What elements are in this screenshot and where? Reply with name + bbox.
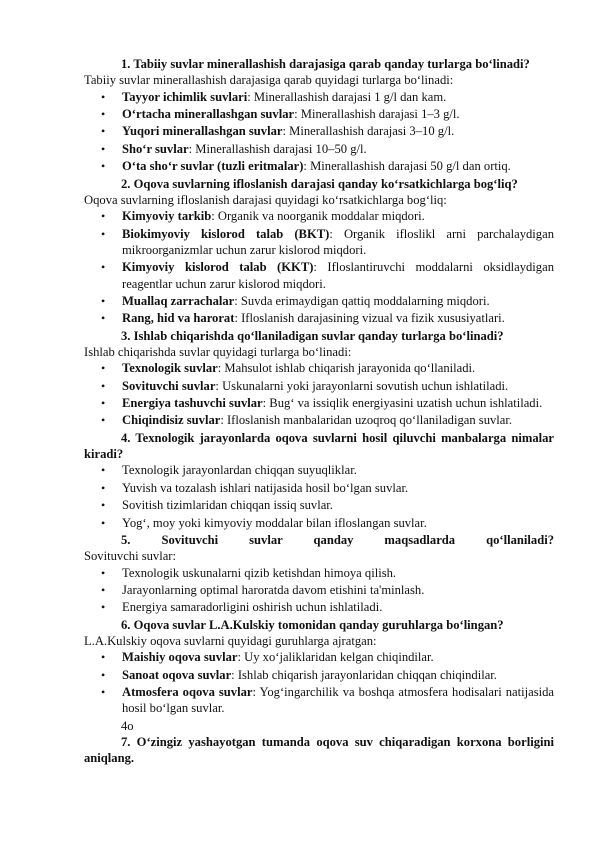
answer-list-3: [84, 360, 554, 428]
list-item: • Yuvish va tozalash ishlari natijasida hosil bo‘lgan suvlar.: [84, 480, 554, 496]
list-item: • Sovitish tizimlaridan chiqqan issiq suvlar.: [84, 497, 554, 513]
list-item: • Kimyoviy tarkib: Organik va noorganik moddalar miqdori.: [84, 208, 554, 224]
list-item: • Energiya tashuvchi suvlar: Bug‘ va issiqlik energiyasini uzatish uchun ishlatiladi.: [84, 395, 554, 411]
list-item: • Jarayonlarning optimal haroratda davom etishini ta'minlash.: [84, 582, 554, 598]
answer-intro-1: Tabiiy suvlar minerallashish darajasiga qarab quyidagi turlarga bo‘linadi:: [84, 73, 454, 88]
question-6: 6. Oqova suvlar L.A.Kulskiy tomonidan qanday guruhlarga bo‘lingan?: [121, 617, 504, 632]
answer-intro-5: Sovituvchi suvlar:: [84, 549, 176, 564]
answer-list-5: [84, 565, 554, 616]
question-4: 4. Texnologik jarayonlarda oqova suvlarni hosil qiluvchi manbalarga nimalar kiradi?: [84, 430, 554, 462]
question-5: 5. Sovituvchi suvlar qanday maqsadlarda qo‘llaniladi?: [121, 533, 554, 547]
list-item: • Kimyoviy kislorod talab (KKT): Ifloslantiruvchi moddalarni oksidlaydigan reagentlar uchun zarur kislorod miqdori.: [84, 259, 554, 292]
stray-text: 4o: [121, 718, 134, 733]
question-7: 7. O‘zingiz yashayotgan tumanda oqova suv chiqaradigan korxona borligini aniqlang.: [84, 735, 554, 766]
list-item: • Atmosfera oqova suvlar: Yog‘ingarchilik va boshqa atmosfera hodisalari natijasida hosil bo‘lgan suvlar.: [84, 684, 554, 717]
list-item: • Texnologik jarayonlardan chiqqan suyuqliklar.: [84, 462, 554, 478]
list-item: • Yuqori minerallashgan suvlar: Minerallashish darajasi 3–10 g/l.: [84, 123, 554, 139]
answer-intro-3: Ishlab chiqarishda suvlar quyidagi turlarga bo‘linadi:: [84, 344, 352, 359]
list-item: • Texnologik suvlar: Mahsulot ishlab chiqarish jarayonida qo‘llaniladi.: [84, 360, 554, 376]
list-item: • Biokimyoviy kislorod talab (BKT): Organik ifloslikl arni parchalaydigan mikroorganizmlar uchun zarur kislorod miqdori.: [84, 226, 554, 259]
list-item: • O‘ta sho‘r suvlar (tuzli eritmalar): Minerallashish darajasi 50 g/l dan ortiq.: [84, 158, 554, 174]
list-item: • Sanoat oqova suvlar: Ishlab chiqarish jarayonlaridan chiqqan chiqindilar.: [84, 667, 554, 683]
list-item: • O‘rtacha minerallashgan suvlar: Minerallashish darajasi 1–3 g/l.: [84, 106, 554, 122]
question-2: 2. Oqova suvlarning ifloslanish darajasi qanday ko‘rsatkichlarga bog‘liq?: [121, 176, 518, 191]
list-item: • Maishiy oqova suvlar: Uy xo‘jaliklaridan kelgan chiqindilar.: [84, 649, 554, 665]
list-item: • Chiqindisiz suvlar: Ifloslanish manbalaridan uzoqroq qo‘llaniladigan suvlar.: [84, 412, 554, 428]
answer-list-4: [84, 462, 554, 530]
list-item: • Energiya samaradorligini oshirish uchun ishlatiladi.: [84, 599, 554, 615]
question-1: 1. Tabiiy suvlar minerallashish darajasiga qarab qanday turlarga bo‘linadi?: [121, 57, 530, 71]
answer-list-2: [84, 208, 554, 326]
list-item: • Tayyor ichimlik suvlari: Minerallashish darajasi 1 g/l dan kam.: [84, 89, 554, 105]
answer-intro-2: Oqova suvlarning ifloslanish darajasi quyidagi ko‘rsatkichlarga bog‘liq:: [84, 192, 447, 207]
list-item: • Muallaq zarrachalar: Suvda erimaydigan qattiq moddalarning miqdori.: [84, 293, 554, 309]
question-3: 3. Ishlab chiqarishda qo‘llaniladigan suvlar qanday turlarga bo‘linadi?: [121, 328, 504, 343]
list-item: • Texnologik uskunalarni qizib ketishdan himoya qilish.: [84, 565, 554, 581]
list-item: • Yog‘, moy yoki kimyoviy moddalar bilan ifloslangan suvlar.: [84, 515, 554, 531]
list-item: • Sho‘r suvlar: Minerallashish darajasi 10–50 g/l.: [84, 141, 554, 157]
list-item: • Sovituvchi suvlar: Uskunalarni yoki jarayonlarni sovutish uchun ishlatiladi.: [84, 378, 554, 394]
answer-list-1: [84, 89, 554, 175]
answer-intro-6: L.A.Kulskiy oqova suvlarni quyidagi guruhlarga ajratgan:: [84, 634, 377, 649]
answer-list-6: [84, 649, 554, 716]
list-item: • Rang, hid va harorat: Ifloslanish darajasining vizual va fizik xususiyatlari.: [84, 310, 554, 326]
